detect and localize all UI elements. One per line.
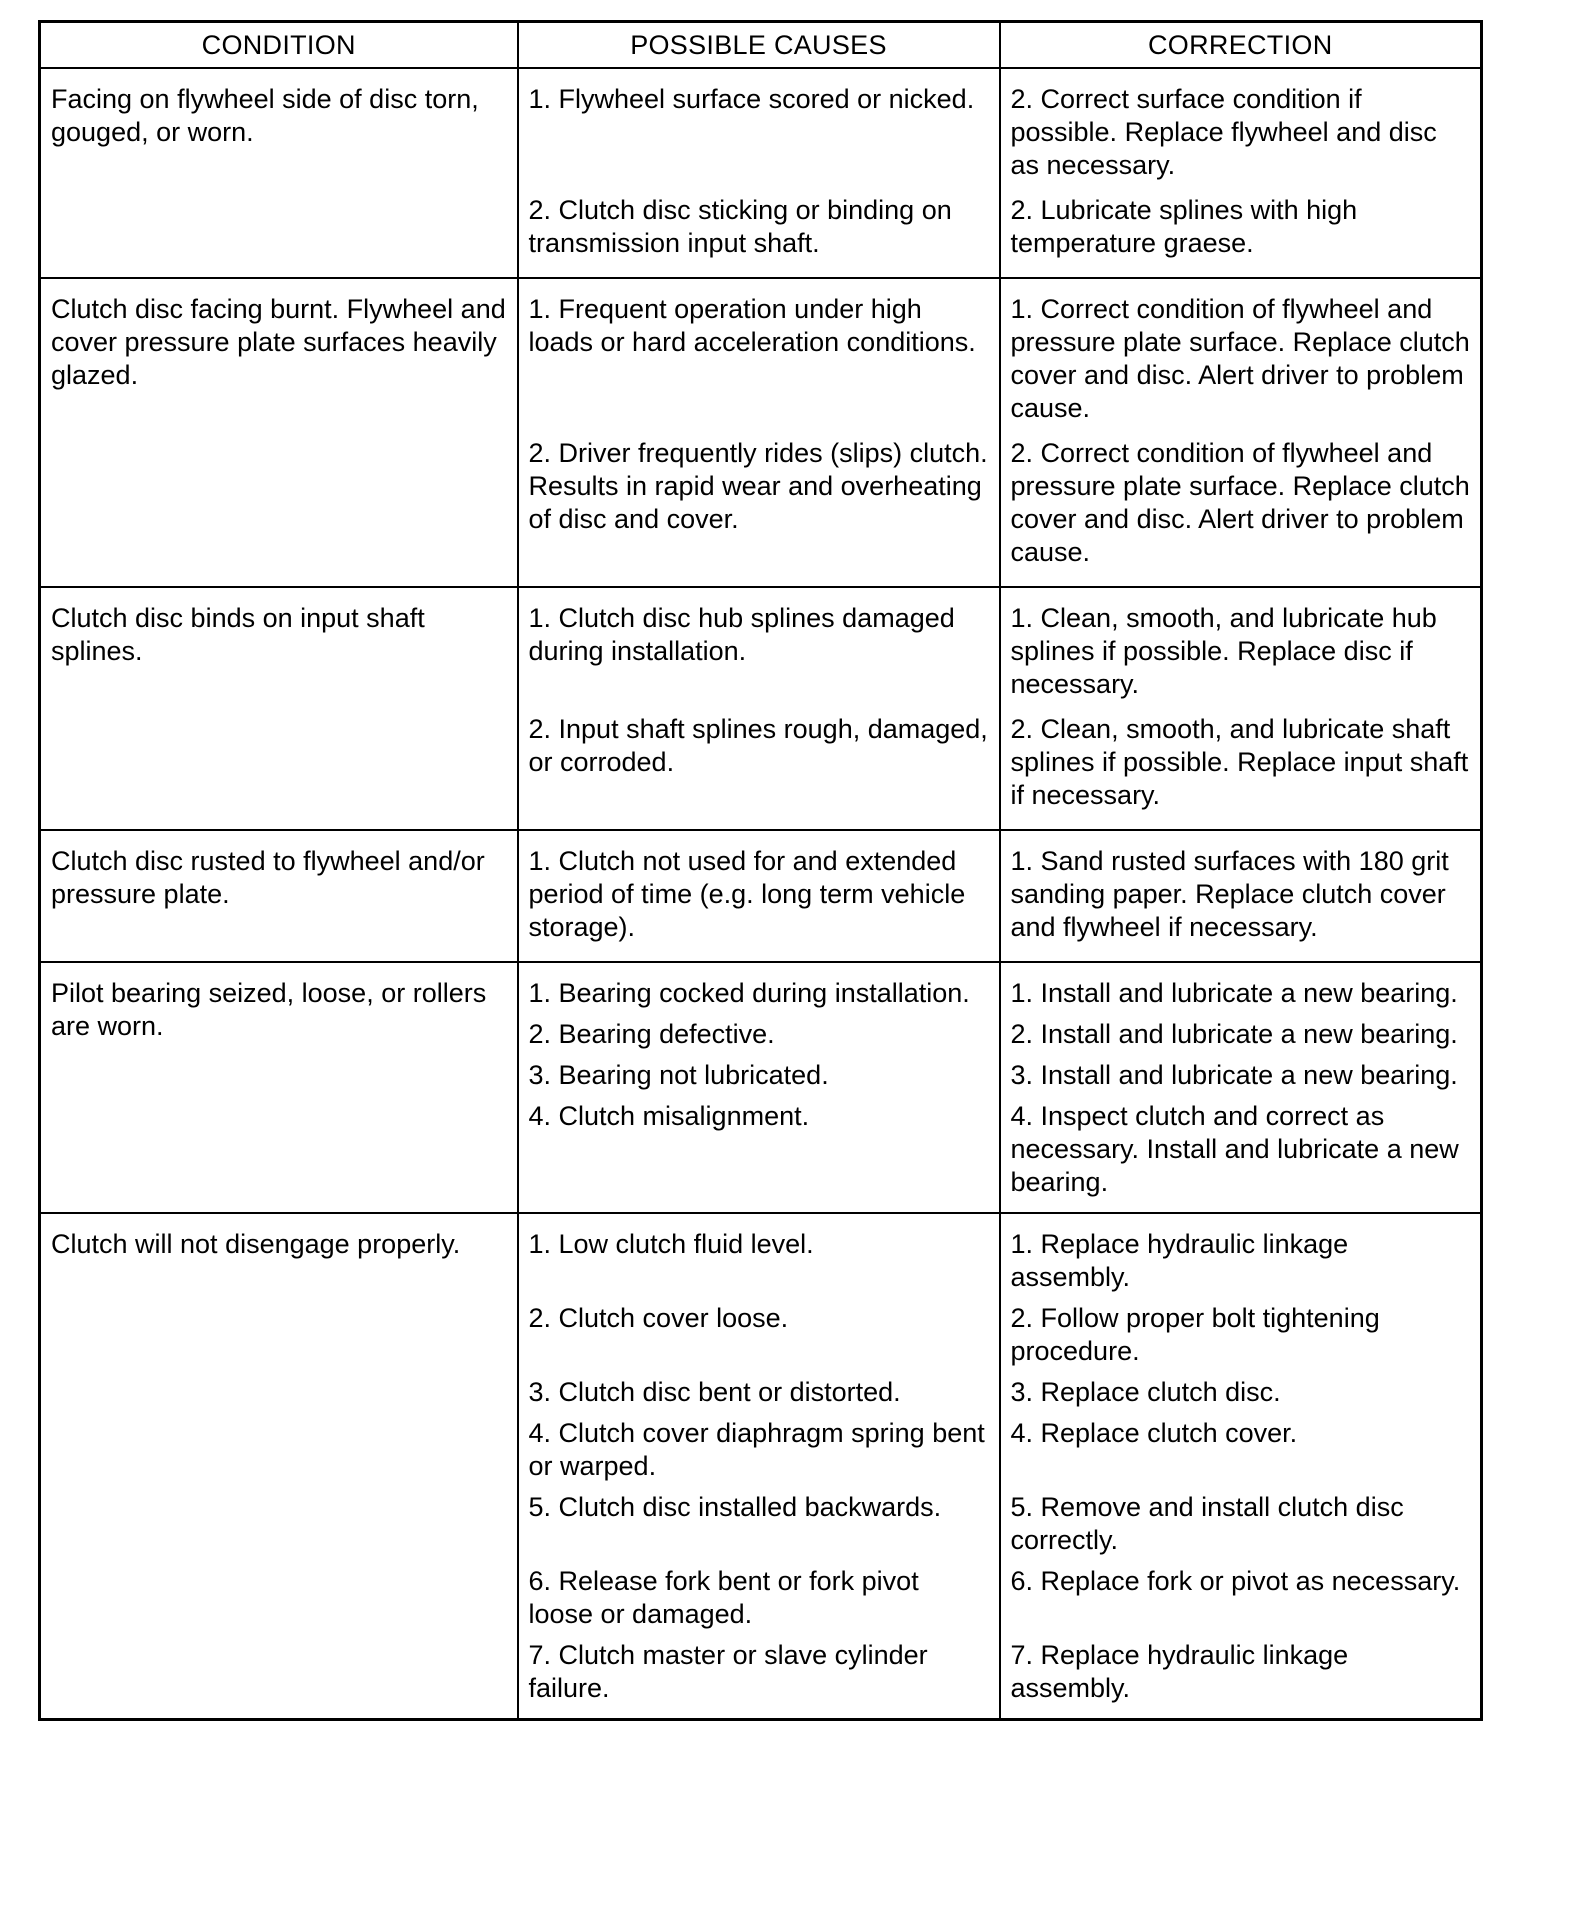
correction-text: 1. Replace hydraulic linkage assembly. (1010, 1229, 1349, 1292)
cause-cell (518, 1302, 1000, 1376)
correction-text: 7. Replace hydraulic linkage assembly. (1010, 1640, 1349, 1703)
correction-cell (1000, 1213, 1482, 1302)
cause-text: 1. Low clutch fluid level. (528, 1229, 814, 1259)
cause-cell (518, 437, 1000, 587)
correction-text: 1. Correct condition of flywheel and pressure plate surface. Replace clutch cover and disc. Alert driver to problem cause. (1010, 294, 1470, 423)
condition-cell: Clutch disc binds on input shaft splines. (40, 587, 518, 830)
cause-text: 4. Clutch cover diaphragm spring bent or warped. (528, 1418, 985, 1481)
cause-text: 7. Clutch master or slave cylinder failure. (528, 1640, 928, 1703)
condition-cell: Clutch disc facing burnt. Flywheel and cover pressure plate surfaces heavily glazed. (40, 278, 518, 587)
correction-text: 2. Lubricate splines with high temperature graese. (1010, 195, 1358, 258)
condition-cell: Clutch disc rusted to flywheel and/or pressure plate. (40, 830, 518, 962)
cause-text: 6. Release fork bent or fork pivot loose or damaged. (528, 1566, 919, 1629)
correction-text: 2. Follow proper bolt tightening procedure. (1010, 1303, 1380, 1366)
cause-text: 2. Input shaft splines rough, damaged, or corroded. (528, 714, 988, 777)
correction-cell (1000, 962, 1482, 1018)
cause-cell (518, 1565, 1000, 1639)
correction-text: 2. Correct surface condition if possible. Replace flywheel and disc as necessary. (1010, 84, 1437, 180)
correction-text: 2. Install and lubricate a new bearing. (1010, 1019, 1458, 1049)
cause-cell (518, 194, 1000, 278)
cause-text: 2. Clutch disc sticking or binding on transmission input shaft. (528, 195, 952, 258)
correction-text: 3. Install and lubricate a new bearing. (1010, 1060, 1458, 1090)
cause-text: 4. Clutch misalignment. (528, 1101, 810, 1131)
table-row (40, 830, 1482, 962)
correction-text: 1. Sand rusted surfaces with 180 grit sanding paper. Replace clutch cover and flywheel if necessary. (1010, 846, 1449, 942)
cause-cell (518, 68, 1000, 194)
correction-cell (1000, 830, 1482, 962)
table-row (40, 68, 1482, 194)
correction-cell (1000, 1417, 1482, 1491)
condition-cell: Pilot bearing seized, loose, or rollers are worn. (40, 962, 518, 1213)
cause-cell (518, 278, 1000, 437)
table-row (40, 962, 1482, 1018)
cause-cell (518, 1059, 1000, 1100)
correction-cell (1000, 1059, 1482, 1100)
correction-cell (1000, 1302, 1482, 1376)
correction-text: 1. Install and lubricate a new bearing. (1010, 978, 1458, 1008)
correction-text: 4. Replace clutch cover. (1010, 1418, 1298, 1448)
cause-cell (518, 1018, 1000, 1059)
correction-cell (1000, 437, 1482, 587)
cause-text: 1. Clutch disc hub splines damaged during installation. (528, 603, 955, 666)
cause-text: 2. Bearing defective. (528, 1019, 775, 1049)
cause-cell (518, 1417, 1000, 1491)
table-row (40, 278, 1482, 437)
condition-cell: Facing on flywheel side of disc torn, gouged, or worn. (40, 68, 518, 278)
cause-text: 3. Bearing not lubricated. (528, 1060, 829, 1090)
table-row (40, 587, 1482, 713)
header-correction: CORRECTION (1000, 22, 1482, 69)
correction-cell (1000, 1491, 1482, 1565)
cause-cell (518, 1213, 1000, 1302)
cause-text: 1. Flywheel surface scored or nicked. (528, 84, 975, 114)
cause-cell (518, 587, 1000, 713)
correction-cell (1000, 278, 1482, 437)
cause-text: 1. Bearing cocked during installation. (528, 978, 970, 1008)
header-possible-causes: POSSIBLE CAUSES (518, 22, 1000, 69)
cause-text: 1. Frequent operation under high loads or hard acceleration conditions. (528, 294, 976, 357)
correction-cell (1000, 713, 1482, 830)
cause-cell (518, 1376, 1000, 1417)
header-row (40, 22, 1482, 69)
cause-text: 3. Clutch disc bent or distorted. (528, 1377, 901, 1407)
cause-text: 1. Clutch not used for and extended period of time (e.g. long term vehicle storage). (528, 846, 966, 942)
table-row (40, 1213, 1482, 1302)
correction-text: 2. Clean, smooth, and lubricate shaft splines if possible. Replace input shaft if necessary. (1010, 714, 1469, 810)
cause-cell (518, 1100, 1000, 1213)
cause-text: 2. Clutch cover loose. (528, 1303, 789, 1333)
condition-cell: Clutch will not disengage properly. (40, 1213, 518, 1720)
correction-text: 2. Correct condition of flywheel and pressure plate surface. Replace clutch cover and disc. Alert driver to problem cause. (1010, 438, 1470, 567)
cause-cell (518, 830, 1000, 962)
correction-cell (1000, 1018, 1482, 1059)
cause-cell (518, 1639, 1000, 1720)
correction-cell (1000, 1100, 1482, 1213)
correction-text: 1. Clean, smooth, and lubricate hub splines if possible. Replace disc if necessary. (1010, 603, 1437, 699)
correction-cell (1000, 587, 1482, 713)
cause-text: 5. Clutch disc installed backwards. (528, 1492, 942, 1522)
correction-text: 5. Remove and install clutch disc correctly. (1010, 1492, 1404, 1555)
header-condition: CONDITION (40, 22, 518, 69)
correction-cell (1000, 1376, 1482, 1417)
cause-cell (518, 962, 1000, 1018)
correction-text: 4. Inspect clutch and correct as necessary. Install and lubricate a new bearing. (1010, 1101, 1459, 1197)
correction-cell (1000, 1639, 1482, 1720)
correction-text: 3. Replace clutch disc. (1010, 1377, 1281, 1407)
correction-cell (1000, 1565, 1482, 1639)
diagnosis-table (38, 20, 1483, 1721)
correction-cell (1000, 68, 1482, 194)
correction-text: 6. Replace fork or pivot as necessary. (1010, 1566, 1461, 1596)
cause-text: 2. Driver frequently rides (slips) clutch. Results in rapid wear and overheating of disc and cover. (528, 438, 988, 534)
correction-cell (1000, 194, 1482, 278)
cause-cell (518, 1491, 1000, 1565)
cause-cell (518, 713, 1000, 830)
